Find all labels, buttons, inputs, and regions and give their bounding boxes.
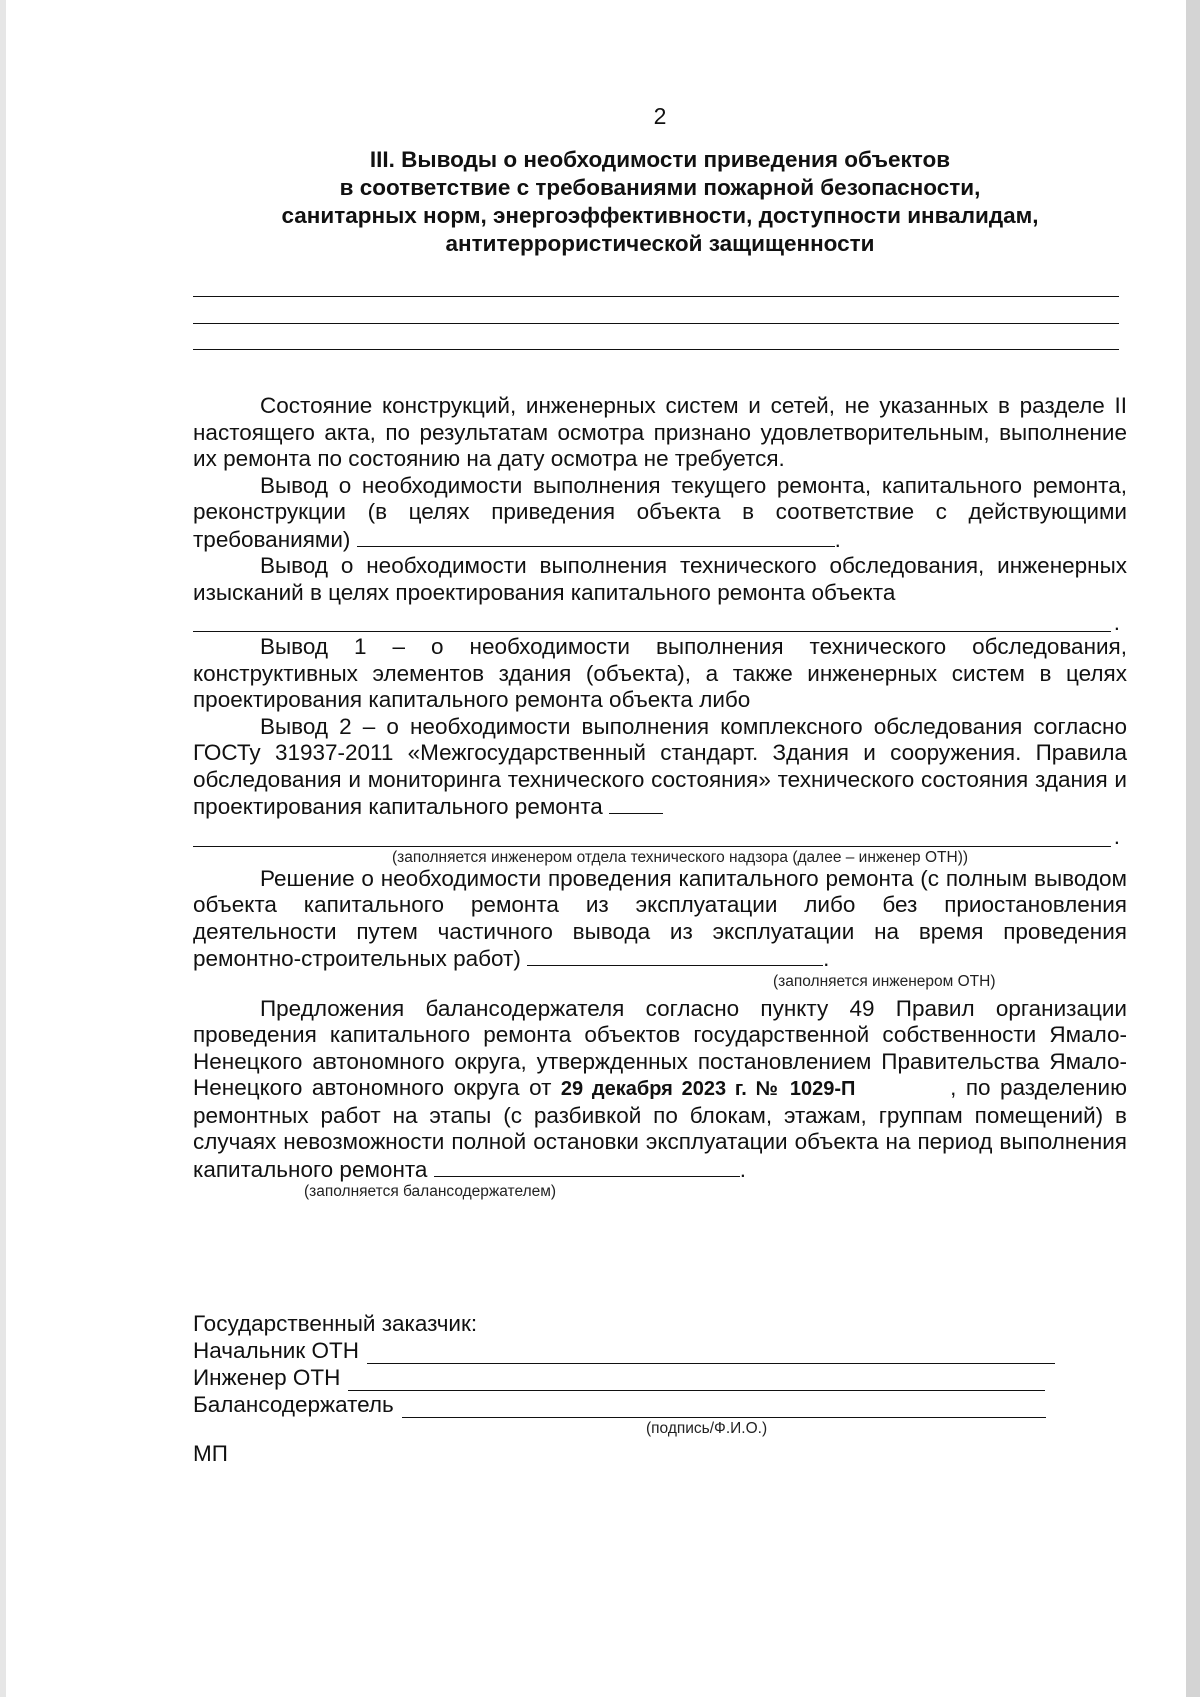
engineer-otn-signature-field[interactable] [348, 1370, 1045, 1391]
paragraph-balance-holder-proposals-text-2: , по разделению ремонтных работ на этапы (с разбивкой по блокам, этажам, группам помещений) в случаях невозможности полной остановки эксплуатации объекта на период выполнения капитального ремонта [193, 1075, 1128, 1182]
page-number: 2 [653, 103, 667, 129]
customer-label: Государственный заказчик: [193, 1311, 478, 1336]
period: . [1113, 824, 1120, 849]
customer-label-row [193, 1310, 1127, 1337]
paragraph-repair-conclusion-text: Вывод о необходимости выполнения текущего ремонта, капитального ремонта, реконструкции (в целях приведения объекта в соответствие с действующими требованиями) [193, 472, 1127, 552]
heading-line-3: санитарных норм, энергоэффективности, доступности инвалидам, [281, 203, 1039, 228]
stamp-place-label: МП [193, 1441, 228, 1466]
capital-repair-decision-field[interactable] [527, 945, 823, 966]
blank-fill-lines [193, 296, 1119, 376]
conclusion-2-field[interactable] [193, 821, 1120, 849]
balance-holder-proposals-field[interactable] [434, 1156, 740, 1177]
body-text [193, 393, 1127, 1200]
hint-engineer-otn-full: (заполняется инженером отдела технического надзора (далее – инженер ОТН)) [391, 848, 969, 866]
period: . [739, 1156, 746, 1182]
blank-line-3[interactable] [193, 349, 1119, 350]
paragraph-conclusion-2 [193, 714, 1127, 821]
resolution-date: 29 декабря 2023 г. № 1029-П [560, 1078, 856, 1100]
hint-balance-holder: (заполняется балансодержателем) [304, 1183, 557, 1200]
heading-line-1: III. Выводы о необходимости приведения объектов [369, 147, 951, 172]
period: . [823, 946, 830, 971]
balance-holder-row [193, 1391, 1127, 1418]
paragraph-conclusion-2-text: Вывод 2 – о необходимости выполнения комплексного обследования согласно ГОСТу 31937-2011 «Межгосударственный стандарт. Здания и сооружения. Правила обследования и мониторинга технического состояния» технического состояния здания и проектирования капитального ремонта [193, 713, 1127, 819]
paragraph-capital-repair-decision-text: Решение о необходимости проведения капитального ремонта (с полным выводом объекта капитального ремонта из эксплуатации либо без приостановления деятельности путем частичного вывода из эксплуатации на время проведения ремонтно-строительных работ) [193, 865, 1127, 971]
page-edge-left [0, 0, 6, 1697]
period: . [1113, 609, 1120, 635]
engineer-otn-row [193, 1364, 1127, 1391]
section-heading [193, 146, 1127, 258]
blank-line-2[interactable] [193, 323, 1119, 324]
repair-conclusion-field[interactable] [357, 526, 835, 547]
engineer-otn-label: Инженер ОТН [193, 1365, 341, 1390]
period: . [834, 526, 841, 552]
signature-block [193, 1310, 1127, 1437]
hint-engineer-otn: (заполняется инженером ОТН) [773, 972, 996, 990]
head-otn-row [193, 1337, 1127, 1364]
survey-conclusion-field[interactable] [193, 606, 1120, 635]
heading-line-4: антитеррористической защищенности [445, 231, 875, 256]
paragraph-capital-repair-decision [193, 866, 1127, 973]
balance-holder-label: Балансодержатель [193, 1392, 394, 1417]
head-otn-label: Начальник ОТН [193, 1338, 359, 1363]
paragraph-conclusion-1: Вывод 1 – о необходимости выполнения технического обследования, конструктивных элементов здания (объекта), а также инженерных систем в целях проектирования капитального ремонта объекта либо [193, 634, 1127, 712]
paragraph-balance-holder-proposals [193, 996, 1127, 1184]
heading-line-2: в соответствие с требованиями пожарной безопасности, [339, 175, 981, 200]
blank-line-1[interactable] [193, 296, 1119, 297]
paragraph-balance-holder-proposals-text: Предложения балансодержателя согласно пункту 49 Правил организации проведения капитального ремонта объектов государственной собственности Ямало-Ненецкого автономного округа, утвержденных постановлением Правительства Ямало-Ненецкого автономного округа [193, 995, 1127, 1100]
paragraph-repair-conclusion [193, 473, 1127, 554]
paragraph-survey-conclusion: Вывод о необходимости выполнения технического обследования, инженерных изысканий в целях проектирования капитального ремонта объекта [193, 553, 1127, 605]
from-word: от [529, 1075, 552, 1100]
balance-holder-signature-field[interactable] [402, 1397, 1046, 1418]
conclusion-2-field-start[interactable] [609, 793, 663, 814]
page-edge-right [1186, 0, 1200, 1697]
signature-hint: (подпись/Ф.И.О.) [646, 1420, 768, 1437]
head-otn-signature-field[interactable] [367, 1343, 1055, 1364]
paragraph-structures-state: Состояние конструкций, инженерных систем и сетей, не указанных в разделе II настоящего акта, по результатам осмотра признано удовлетворительным, выполнение их ремонта по состоянию на дату осмотра не требуется. [193, 393, 1127, 471]
